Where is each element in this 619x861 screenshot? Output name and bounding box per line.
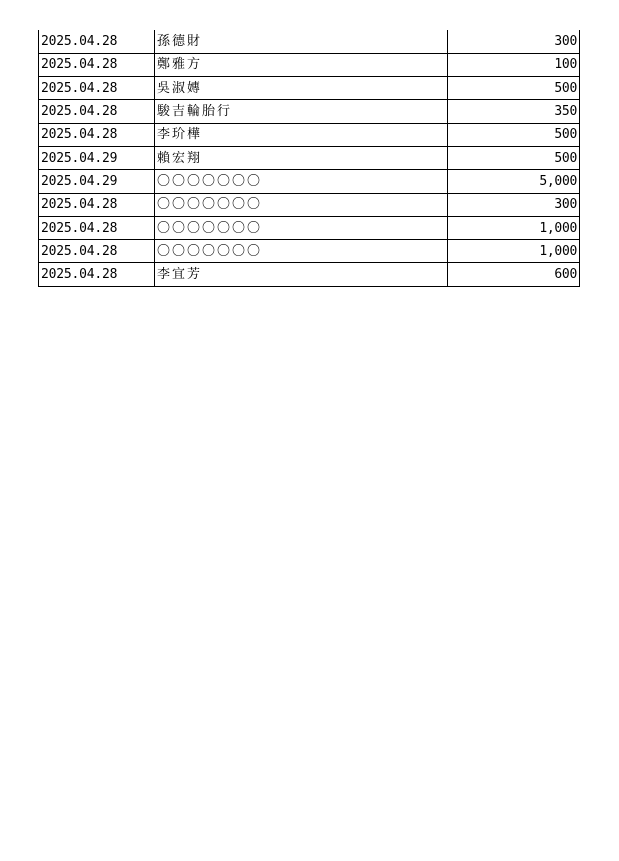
date-cell: 2025.04.29 bbox=[39, 170, 155, 193]
date-cell: 2025.04.28 bbox=[39, 100, 155, 123]
date-cell: 2025.04.28 bbox=[39, 263, 155, 286]
ledger-body bbox=[39, 30, 580, 286]
amount-cell: 300 bbox=[448, 193, 580, 216]
table-row bbox=[39, 263, 580, 286]
amount-cell: 1,000 bbox=[448, 240, 580, 263]
name-cell: 孫德財 bbox=[155, 30, 448, 53]
name-cell: 〇〇〇〇〇〇〇 bbox=[155, 170, 448, 193]
amount-cell: 500 bbox=[448, 146, 580, 169]
amount-cell: 100 bbox=[448, 53, 580, 76]
table-row bbox=[39, 193, 580, 216]
amount-cell: 300 bbox=[448, 30, 580, 53]
amount-cell: 500 bbox=[448, 123, 580, 146]
name-cell: 〇〇〇〇〇〇〇 bbox=[155, 216, 448, 239]
date-cell: 2025.04.28 bbox=[39, 216, 155, 239]
table-row bbox=[39, 123, 580, 146]
table-row bbox=[39, 30, 580, 53]
amount-cell: 5,000 bbox=[448, 170, 580, 193]
date-cell: 2025.04.28 bbox=[39, 77, 155, 100]
table-row bbox=[39, 240, 580, 263]
donation-ledger-table bbox=[38, 30, 580, 287]
table-row bbox=[39, 170, 580, 193]
date-cell: 2025.04.28 bbox=[39, 123, 155, 146]
amount-cell: 600 bbox=[448, 263, 580, 286]
name-cell: 李玠樺 bbox=[155, 123, 448, 146]
table-row bbox=[39, 77, 580, 100]
name-cell: 〇〇〇〇〇〇〇 bbox=[155, 193, 448, 216]
name-cell: 鄭雅方 bbox=[155, 53, 448, 76]
table-row bbox=[39, 100, 580, 123]
table-row bbox=[39, 53, 580, 76]
amount-cell: 500 bbox=[448, 77, 580, 100]
name-cell: 賴宏翔 bbox=[155, 146, 448, 169]
date-cell: 2025.04.28 bbox=[39, 193, 155, 216]
name-cell: 吳淑嫥 bbox=[155, 77, 448, 100]
name-cell: 駿吉輪胎行 bbox=[155, 100, 448, 123]
date-cell: 2025.04.28 bbox=[39, 30, 155, 53]
amount-cell: 350 bbox=[448, 100, 580, 123]
name-cell: 〇〇〇〇〇〇〇 bbox=[155, 240, 448, 263]
date-cell: 2025.04.29 bbox=[39, 146, 155, 169]
date-cell: 2025.04.28 bbox=[39, 53, 155, 76]
date-cell: 2025.04.28 bbox=[39, 240, 155, 263]
table-row bbox=[39, 146, 580, 169]
name-cell: 李宜芳 bbox=[155, 263, 448, 286]
table-row bbox=[39, 216, 580, 239]
amount-cell: 1,000 bbox=[448, 216, 580, 239]
